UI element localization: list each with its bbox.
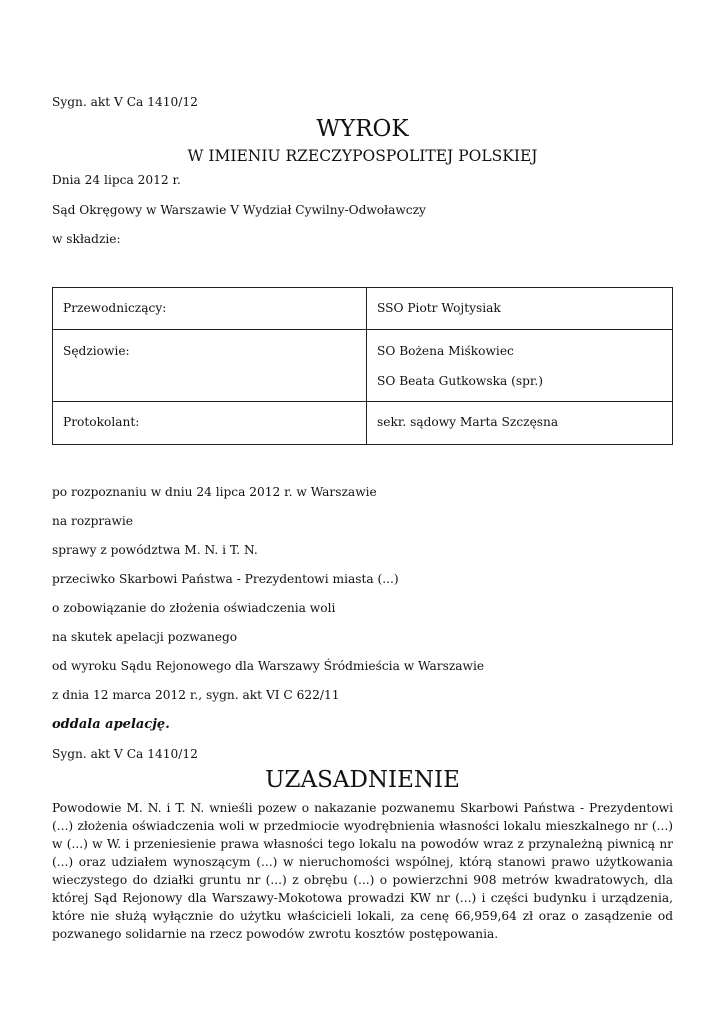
court-name: Sąd Okręgowy w Warszawie V Wydział Cywilny-Odwoławczy <box>52 203 426 217</box>
composition-table <box>52 287 673 445</box>
proceedings-line: po rozpoznaniu w dniu 24 lipca 2012 r. w Warszawie <box>52 485 377 499</box>
verdict: oddala apelację. <box>52 717 170 732</box>
table-row <box>53 402 673 445</box>
proceedings-line: o zobowiązanie do złożenia oświadczenia woli <box>52 601 336 615</box>
justification-paragraph: Powodowie M. N. i T. N. wnieśli pozew o nakazanie pozwanemu Skarbowi Państwa - Prezydentowi (...) złożenia oświadczenia woli w przedmiocie wyodrębnienia własności lokalu mieszkalnego nr (...) w (...) w W. i przeniesienie prawa własności tego lokalu na powodów wraz z przynależną piwnicą nr (...) oraz udziałem wynoszącym (...) w nieruchomości wspólnej, którą stanowi prawo użytkowania wieczystego do działki gruntu nr (...) z obrębu (...) o powierzchni 908 metrów kwadratowych, dla której Sąd Rejonowy dla Warszawy-Mokotowa prowadzi KW nr (...) i części budynku i urządzenia, które nie służą wyłącznie do użytku właścicieli lokali, za cenę 66,959,64 zł oraz o zasądzenie od pozwanego solidarnie na rzecz powodów zwrotu kosztów postępowania. <box>52 801 673 941</box>
document-title: WYROK <box>316 116 409 142</box>
clerk-label: Protokolant: <box>53 402 367 445</box>
justification-case-number: Sygn. akt V Ca 1410/12 <box>52 747 198 761</box>
proceedings-line: na rozprawie <box>52 514 134 528</box>
clerk-value: sekr. sądowy Marta Szczęsna <box>367 402 673 445</box>
proceedings-line: od wyroku Sądu Rejonowego dla Warszawy Śródmieścia w Warszawie <box>52 659 485 673</box>
judgment-date: Dnia 24 lipca 2012 r. <box>52 173 181 187</box>
judge-name: SO Beata Gutkowska (spr.) <box>377 374 544 388</box>
judges-label: Sędziowie: <box>53 330 367 402</box>
case-number: Sygn. akt V Ca 1410/12 <box>52 95 198 109</box>
table-row <box>53 330 673 402</box>
judges-values <box>367 330 673 402</box>
table-row <box>53 288 673 330</box>
composition-intro: w składzie: <box>52 232 121 246</box>
proceedings-line: przeciwko Skarbowi Państwa - Prezydentowi miasta (...) <box>52 572 399 586</box>
proceedings-line: na skutek apelacji pozwanego <box>52 630 238 644</box>
judge-name: SO Bożena Miśkowiec <box>377 344 514 358</box>
proceedings-line: z dnia 12 marca 2012 r., sygn. akt VI C 622/11 <box>52 688 340 702</box>
proceedings-line: sprawy z powództwa M. N. i T. N. <box>52 543 258 557</box>
presiding-label: Przewodniczący: <box>53 288 367 330</box>
presiding-value: SSO Piotr Wojtysiak <box>367 288 673 330</box>
justification-title: UZASADNIENIE <box>265 767 460 793</box>
document-subtitle: W IMIENIU RZECZYPOSPOLITEJ POLSKIEJ <box>187 147 538 165</box>
